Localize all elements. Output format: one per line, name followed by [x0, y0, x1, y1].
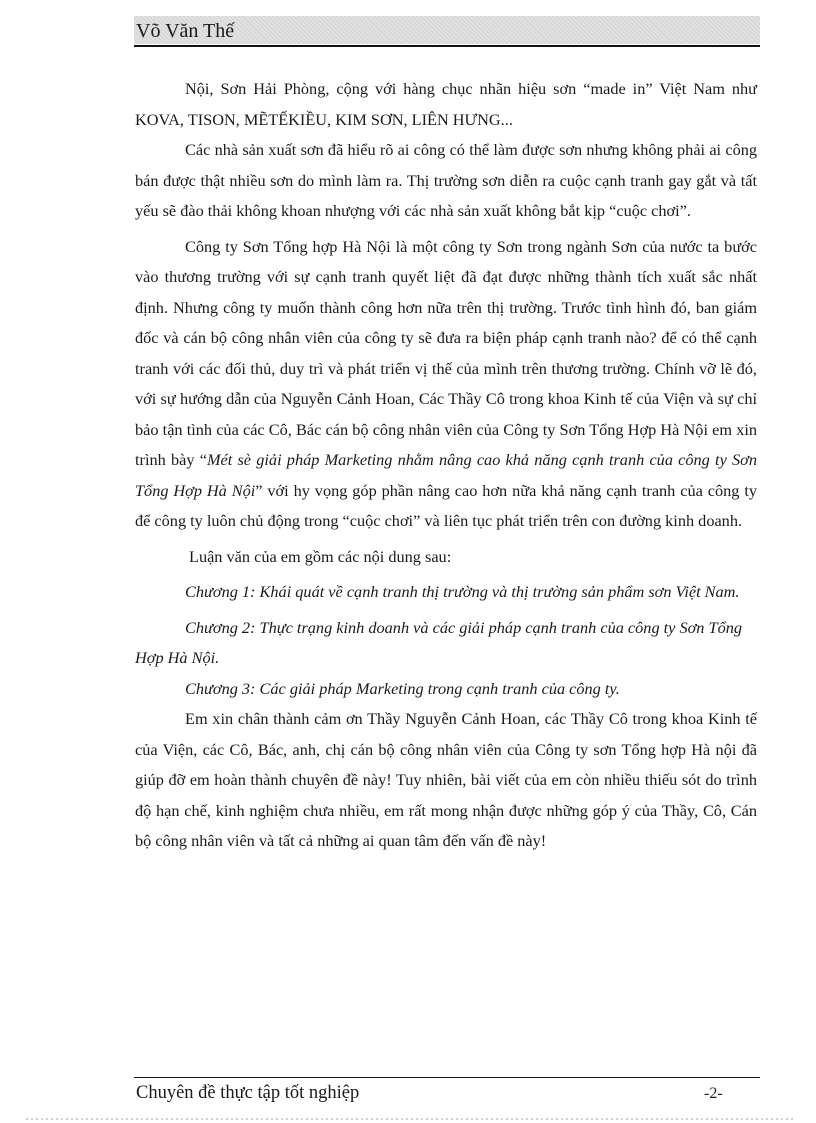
header-rule — [134, 45, 760, 47]
paragraph-3-start: Công ty Sơn Tổng hợp Hà Nội là một công ty Sơn trong ngành Sơn của nước ta bước vào thương trường với sự cạnh tranh quyết liệt đã đạt được những thành tích xuất sắc nhất định. Nhưng công ty muốn thành công hơn nữa trên thị trường. Trước tình hình đó, ban giám đốc và cán bộ công nhân viên của công ty sẽ đưa ra biện pháp cạnh tranh nào? để có thể cạnh tranh với các đối thủ, duy trì và phát triển vị thế của mình trên thương trường. Chính vỡ lẽ đó, với sự hướng dẫn của Nguyễn Cảnh Hoan, Các Thầy Cô trong khoa Kinh tế của Viện và sự chỉ bảo tận tình của các Cô, Bác cán bộ công nhân viên của Công ty Sơn Tổng Hợp Hà Nội em xin trình bày “ — [135, 236, 757, 469]
paragraph-3 — [135, 232, 757, 537]
page-header — [134, 16, 760, 44]
footer-rule — [134, 1077, 760, 1078]
header-author: Võ Văn Thế — [136, 20, 235, 42]
chapter-2: Chương 2: Thực trạng kinh doanh và các giải pháp cạnh tranh của công ty Sơn Tổng Hợp Hà Nội. — [135, 617, 742, 667]
footer-label: Chuyên đề thực tập tốt nghiệp — [136, 1083, 360, 1103]
chapter-1: Chương 1: Khái quát về cạnh tranh thị trường và thị trường sản phẩm sơn Việt Nam. — [185, 582, 740, 601]
paragraph-4: Luận văn của em gồm các nội dung sau: — [189, 546, 452, 566]
paragraph-1: Nội, Sơn Hải Phòng, cộng với hàng chục nhãn hiệu sơn “made in” Việt Nam như KOVA, TISON, MẼTẾKIỀU, KIM SƠN, LIÊN HƯNG... — [135, 79, 757, 129]
chapter-3: Chương 3: Các giải pháp Marketing trong cạnh tranh của công ty. — [185, 678, 620, 698]
document-body — [135, 74, 757, 857]
bottom-dotted-edge — [26, 1118, 796, 1120]
paragraph-2: Các nhà sản xuất sơn đã hiểu rõ ai công có thể làm được sơn nhưng không phải ai công bán được thật nhiều sơn do mình làm ra. Thị trường sơn diễn ra cuộc cạnh tranh gay gắt và tất yếu sẽ đào thải không khoan nhượng với các nhà sản xuất không bắt kịp “cuộc chơi”. — [135, 140, 757, 220]
page-number: -2- — [704, 1085, 723, 1102]
thesis-title: Mét sè giải pháp Marketing nhằm nâng cao khả năng cạnh tranh của công ty Sơn Tổng Hợp Hà Nội — [135, 450, 757, 500]
paragraph-3-end: ” với hy vọng góp phần nâng cao hơn nữa khả năng cạnh tranh của công ty để công ty luôn chủ động trong “cuộc chơi” và liên tục phát triển trên con đường kinh doanh. — [135, 480, 757, 530]
paragraph-5: Em xin chân thành cảm ơn Thầy Nguyễn Cảnh Hoan, các Thầy Cô trong khoa Kinh tế của Viện, các Cô, Bác, anh, chị cán bộ công nhân viên của Công ty sơn Tổng hợp Hà nội đã giúp đỡ em hoàn thành chuyên đề này! Tuy nhiên, bài viết của em còn nhiều thiếu sót do trình độ hạn chế, kinh nghiệm chưa nhiều, em rất mong nhận được những góp ý của Thầy, Cô, Cán bộ công nhân viên và tất cả những ai quan tâm đến vấn đề này! — [135, 709, 757, 850]
